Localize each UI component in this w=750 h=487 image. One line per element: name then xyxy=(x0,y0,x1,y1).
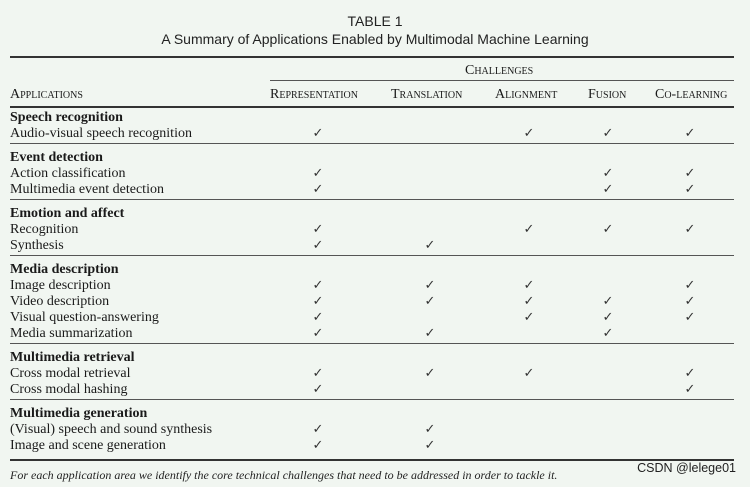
column-header-representation: Representation xyxy=(270,87,358,102)
check-icon: ✓ xyxy=(312,294,324,309)
application-name: Cross modal retrieval xyxy=(10,366,131,381)
group-divider xyxy=(10,199,734,200)
check-icon: ✓ xyxy=(424,422,436,437)
application-name: Image and scene generation xyxy=(10,438,166,453)
check-icon: ✓ xyxy=(424,326,436,341)
check-icon: ✓ xyxy=(424,438,436,453)
check-icon: ✓ xyxy=(602,182,614,197)
check-icon: ✓ xyxy=(424,238,436,253)
application-name: Visual question-answering xyxy=(10,310,159,325)
application-name: (Visual) speech and sound synthesis xyxy=(10,422,213,437)
group-heading: Media description xyxy=(10,262,119,277)
application-name: Video description xyxy=(10,294,110,309)
check-icon: ✓ xyxy=(523,126,535,141)
check-icon: ✓ xyxy=(523,310,535,325)
check-icon: ✓ xyxy=(523,294,535,309)
application-name: Image description xyxy=(10,278,111,293)
check-icon: ✓ xyxy=(684,222,696,237)
check-icon: ✓ xyxy=(312,422,324,437)
check-icon: ✓ xyxy=(312,310,324,325)
group-divider xyxy=(10,255,734,256)
check-icon: ✓ xyxy=(684,310,696,325)
header-rule xyxy=(10,106,734,108)
challenges-underline xyxy=(270,80,734,81)
challenges-header: Challenges xyxy=(465,63,534,78)
application-name: Cross modal hashing xyxy=(10,382,128,397)
check-icon: ✓ xyxy=(523,366,535,381)
check-icon: ✓ xyxy=(684,182,696,197)
group-heading: Emotion and affect xyxy=(10,206,125,221)
check-icon: ✓ xyxy=(312,238,324,253)
check-icon: ✓ xyxy=(602,310,614,325)
group-heading: Speech recognition xyxy=(10,110,123,125)
applications-header: Applications xyxy=(10,87,83,102)
check-icon: ✓ xyxy=(684,126,696,141)
application-name: Synthesis xyxy=(10,238,64,253)
table-label: TABLE 1 xyxy=(347,13,403,29)
check-icon: ✓ xyxy=(684,382,696,397)
check-icon: ✓ xyxy=(523,222,535,237)
check-icon: ✓ xyxy=(424,294,436,309)
check-icon: ✓ xyxy=(424,278,436,293)
check-icon: ✓ xyxy=(424,366,436,381)
check-icon: ✓ xyxy=(312,166,324,181)
group-divider xyxy=(10,143,734,144)
table-title: A Summary of Applications Enabled by Multimodal Machine Learning xyxy=(161,31,589,47)
application-name: Recognition xyxy=(10,222,79,237)
check-icon: ✓ xyxy=(602,126,614,141)
check-icon: ✓ xyxy=(312,438,324,453)
check-icon: ✓ xyxy=(312,126,324,141)
check-icon: ✓ xyxy=(602,294,614,309)
column-header-co-learning: Co-learning xyxy=(655,87,728,102)
check-icon: ✓ xyxy=(602,222,614,237)
top-rule xyxy=(10,56,734,58)
check-icon: ✓ xyxy=(312,366,324,381)
column-header-translation: Translation xyxy=(391,87,463,102)
column-header-alignment: Alignment xyxy=(495,87,558,102)
check-icon: ✓ xyxy=(523,278,535,293)
check-icon: ✓ xyxy=(312,182,324,197)
check-icon: ✓ xyxy=(312,326,324,341)
table-footnote: For each application area we identify the core technical challenges that need to be addressed in order to tackle it. xyxy=(10,468,558,482)
group-heading: Multimedia retrieval xyxy=(10,350,135,365)
column-header-fusion: Fusion xyxy=(588,87,627,102)
application-name: Media summarization xyxy=(10,326,133,341)
check-icon: ✓ xyxy=(602,326,614,341)
application-name: Audio-visual speech recognition xyxy=(10,126,192,141)
check-icon: ✓ xyxy=(312,382,324,397)
bottom-rule xyxy=(10,459,734,461)
watermark: CSDN @lelege01 xyxy=(637,461,736,475)
group-heading: Multimedia generation xyxy=(10,406,148,421)
group-divider xyxy=(10,343,734,344)
check-icon: ✓ xyxy=(684,366,696,381)
group-divider xyxy=(10,399,734,400)
application-name: Multimedia event detection xyxy=(10,182,164,197)
check-icon: ✓ xyxy=(312,222,324,237)
group-heading: Event detection xyxy=(10,150,103,165)
check-icon: ✓ xyxy=(684,278,696,293)
check-icon: ✓ xyxy=(684,166,696,181)
check-icon: ✓ xyxy=(602,166,614,181)
application-name: Action classification xyxy=(10,166,126,181)
check-icon: ✓ xyxy=(312,278,324,293)
check-icon: ✓ xyxy=(684,294,696,309)
